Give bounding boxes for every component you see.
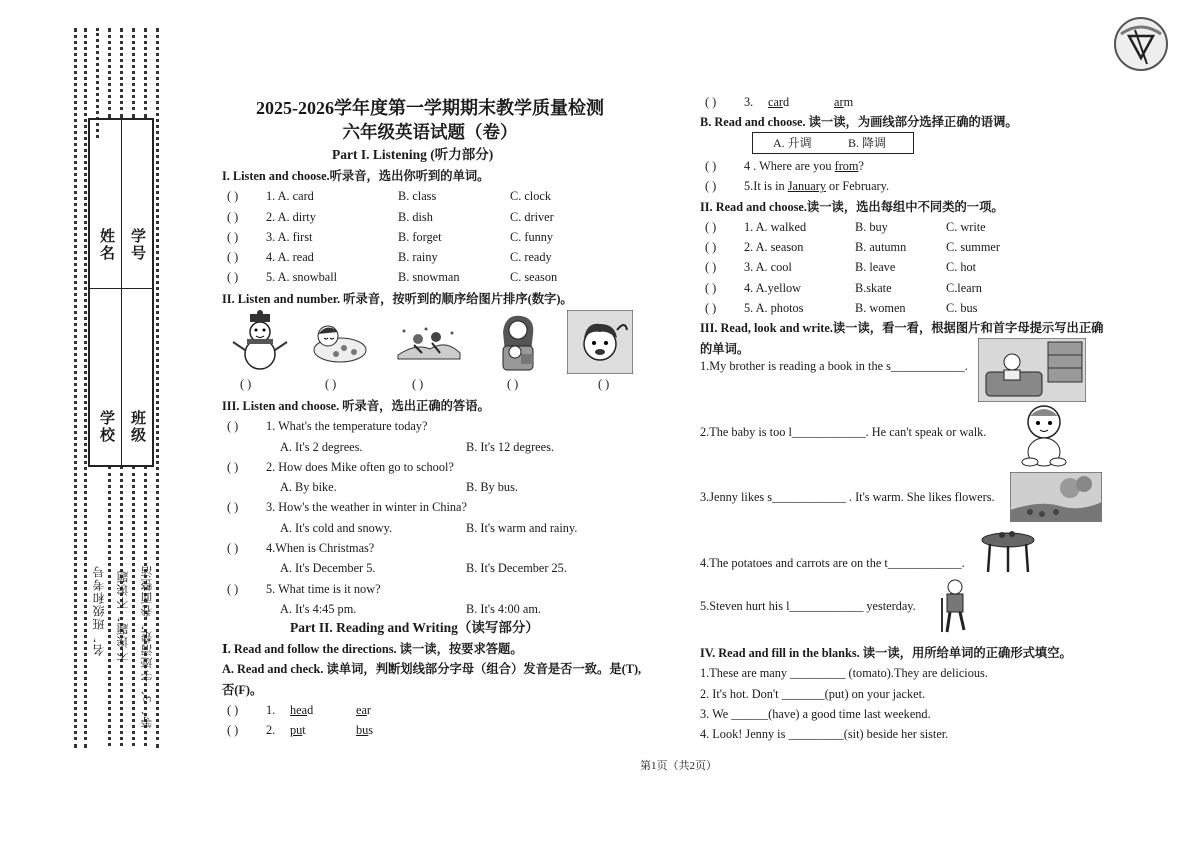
underlined-letters: bu — [356, 723, 369, 738]
question-row — [700, 257, 1120, 277]
option-a: 5. A. snowball — [266, 270, 338, 285]
answer-bracket[interactable]: ( ) — [227, 500, 239, 515]
question-row — [700, 92, 1120, 112]
answer-bracket[interactable]: ( ) — [227, 723, 239, 738]
fill-item: 1.My brother is reading a book in the s____________. — [700, 359, 968, 373]
fill-item: 4. Look! Jenny is _________(sit) beside her sister. — [700, 727, 949, 742]
answer-bracket[interactable]: ( ) — [227, 419, 239, 434]
question-text — [744, 176, 889, 196]
name-label: 姓名 — [98, 228, 114, 262]
option-b: B. autumn — [855, 240, 907, 255]
underlined-letters: pu — [290, 723, 303, 738]
answer-bracket[interactable]: ( ) — [227, 250, 239, 265]
question-number: 2. — [266, 723, 276, 738]
option-a: 2. A. season — [744, 240, 804, 255]
option-b: B. It's December 25. — [466, 561, 567, 576]
hot-boy-picture — [567, 310, 633, 374]
binding-dotted-line — [84, 28, 87, 748]
snowy-scene-picture — [396, 325, 462, 361]
question-row — [222, 538, 642, 558]
section-title: II. Listen and number. 听录音，按听到的顺序给图片排序(数字)。 — [222, 292, 573, 306]
question-row — [700, 237, 1120, 257]
option-a: A. It's December 5. — [280, 561, 376, 576]
answer-bracket[interactable]: ( ) — [705, 260, 717, 275]
fill-item: 3. We ______(have) a good time last weekend. — [700, 706, 931, 721]
option-a: 1. A. walked — [744, 219, 807, 234]
question-row — [222, 700, 652, 720]
question-number: 1. — [266, 702, 276, 717]
baby-picture — [1018, 402, 1070, 468]
answer-bracket[interactable]: ( ) — [705, 280, 717, 295]
part2-section-b-items — [700, 156, 1120, 359]
fill-item: 5.Steven hurt his l____________ yesterday. — [700, 599, 916, 613]
question-row — [222, 186, 642, 206]
answer-bracket[interactable]: ( ) — [227, 702, 239, 717]
option-b: B. dish — [398, 209, 433, 224]
answer-bracket[interactable]: ( ) — [227, 459, 239, 474]
answer-bracket[interactable]: ( ) — [705, 95, 717, 109]
option-c: C. bus — [946, 301, 978, 316]
picture-answer-bracket[interactable]: ( ) — [240, 377, 252, 391]
binding-dotted-line — [144, 28, 147, 118]
text-before: 4 . Where are you — [744, 159, 835, 173]
snowman-picture — [230, 310, 290, 372]
option-b: B. class — [398, 189, 437, 204]
question-row — [700, 176, 1120, 196]
section-title: B. Read and choose. 读一读，为画线部分选择正确的语调。 — [700, 115, 1018, 130]
word-2 — [356, 720, 373, 740]
fill-item: 4.The potatoes and carrots are on the t____________. — [700, 556, 965, 570]
option-c: C. summer — [946, 240, 1000, 255]
option-c: C. clock — [510, 189, 551, 204]
picture-answer-bracket[interactable]: ( ) — [325, 377, 337, 391]
option-falling: B. 降调 — [848, 136, 887, 150]
word-1 — [768, 92, 789, 112]
question-row — [222, 267, 642, 287]
word-rest: d — [307, 702, 314, 717]
part1-section3 — [222, 396, 642, 619]
question-row — [700, 156, 1120, 176]
text-after: or February. — [825, 179, 890, 194]
question-row — [700, 217, 1120, 237]
section-title: III. Read, look and write.读一读，看一看，根据图片和首字母提示写出正确 — [700, 321, 1104, 336]
exam-title: 2025-2026学年度第一学期期末教学质量检测 — [256, 98, 604, 118]
answer-options-row — [222, 558, 642, 578]
answer-bracket[interactable]: ( ) — [705, 159, 717, 173]
option-b: B. women — [855, 301, 906, 316]
word-1 — [290, 720, 306, 740]
question-text — [744, 156, 864, 176]
word-2 — [834, 92, 853, 112]
option-c: C. ready — [510, 250, 552, 265]
fill-item: 1.These are many _________ (tomato).They are delicious. — [700, 666, 988, 681]
word-rest: s — [368, 723, 374, 738]
option-a: 2. A. dirty — [266, 209, 316, 224]
table-picture — [980, 530, 1036, 574]
answer-bracket[interactable]: ( ) — [227, 189, 239, 204]
option-a: 1. A. card — [266, 189, 314, 204]
part1-heading: Part I. Listening (听力部分) — [332, 147, 494, 162]
option-a: A. It's 2 degrees. — [280, 439, 363, 454]
section-title: 否(F)。 — [222, 682, 263, 697]
binding-note: 等、3、字迹清楚，卷面整洁 — [140, 565, 154, 728]
question-row — [222, 416, 642, 436]
option-c: C. hot — [946, 260, 977, 275]
fill-item: 2. It's hot. Don't _______(put) on your jacket. — [700, 686, 926, 701]
option-c: C. driver — [510, 209, 554, 224]
option-c: C. season — [510, 270, 558, 285]
section-title: II. Read and choose.读一读，选出每组中不同类的一项。 — [700, 199, 1004, 214]
option-c: C. write — [946, 219, 986, 234]
option-b: B. It's 4:00 am. — [466, 601, 541, 616]
word-rest: d — [783, 95, 790, 109]
question-row — [222, 227, 642, 247]
option-b: B. forget — [398, 229, 442, 244]
option-a: 3. A. first — [266, 229, 313, 244]
section-title: IV. Read and fill in the blanks. 读一读，用所给单词的正确形式填空。 — [700, 646, 1072, 660]
part2-section4 — [700, 643, 1140, 744]
answer-bracket[interactable]: ( ) — [705, 219, 717, 234]
question-row — [700, 298, 1120, 318]
word-rest: r — [366, 702, 372, 717]
binding-dotted-line — [132, 28, 135, 118]
sleeping-child-picture — [310, 318, 368, 364]
answer-options-row — [222, 599, 642, 619]
option-a: 4. A.yellow — [744, 280, 802, 295]
option-a: A. It's 4:45 pm. — [280, 601, 357, 616]
underlined-letters: ar — [834, 95, 844, 109]
text-after: ? — [858, 159, 864, 173]
section-title: Ⅰ. Read and follow the directions. 读一读，按要求答题。 — [222, 642, 523, 656]
fill-item: 2.The baby is too l____________. He can't speak or walk. — [700, 425, 987, 439]
question-row — [222, 457, 642, 477]
question-number: 3. — [744, 95, 754, 109]
answer-options-row — [222, 437, 642, 457]
hurt-leg-picture — [938, 578, 972, 634]
option-a: 4. A. read — [266, 250, 314, 265]
option-a: A. By bike. — [280, 480, 337, 495]
binding-dotted-line — [74, 28, 77, 748]
publisher-logo — [1113, 16, 1169, 72]
underlined-letters: ea — [356, 702, 367, 717]
id-label: 学号 — [129, 228, 145, 262]
school-label: 学校 — [98, 410, 114, 444]
question-row — [222, 247, 642, 267]
question-text: 4.When is Christmas? — [266, 541, 375, 556]
option-a: A. It's cold and snowy. — [280, 520, 393, 535]
binding-dotted-line — [108, 466, 111, 746]
question-row — [222, 579, 642, 599]
binding-note: 名，班级和考号 — [92, 565, 106, 656]
word-rest: t — [302, 723, 306, 738]
question-text: 5. What time is it now? — [266, 581, 381, 596]
section-title: 的单词。 — [700, 341, 750, 356]
option-b: B.skate — [855, 280, 892, 295]
question-text: 2. How does Mike often go to school? — [266, 459, 454, 474]
answer-options-row — [222, 477, 642, 497]
answer-bracket[interactable]: ( ) — [705, 179, 717, 194]
intonation-options-box — [752, 132, 914, 154]
binding-dotted-line — [132, 466, 135, 746]
fill-item: 3.Jenny likes s____________ . It's warm. She likes flowers. — [700, 490, 995, 504]
text-before: 5.It is in — [744, 179, 788, 194]
section-title: A. Read and check. 读单词，判断划线部分字母（组合）发音是否一致。是(T), — [222, 662, 642, 677]
page-footer: 第1页（共2页） — [640, 760, 717, 772]
section-title: I. Listen and choose.听录音，选出你听到的单词。 — [222, 169, 490, 183]
question-text: 1. What's the temperature today? — [266, 419, 428, 434]
answer-bracket[interactable]: ( ) — [227, 541, 239, 556]
spring-flowers-picture — [1010, 472, 1102, 522]
binding-dotted-line — [108, 28, 111, 118]
sofa-reading-picture — [978, 338, 1086, 402]
question-row — [222, 720, 652, 740]
part2-heading: Part II. Reading and Writing（读写部分） — [290, 620, 539, 635]
binding-dotted-line — [156, 28, 159, 748]
option-b: B. It's 12 degrees. — [466, 439, 554, 454]
option-c: C. funny — [510, 229, 554, 244]
binding-note: 不诶题，不诶题 — [116, 570, 130, 661]
picture-answer-bracket[interactable]: ( ) — [412, 377, 424, 391]
option-b: B. By bus. — [466, 480, 518, 495]
word-2 — [356, 700, 371, 720]
answer-bracket[interactable]: ( ) — [705, 301, 717, 316]
answer-bracket[interactable]: ( ) — [227, 270, 239, 285]
question-row — [222, 497, 642, 517]
underlined-letters: hea — [290, 702, 308, 717]
exam-subtitle: 六年级英语试题（卷） — [342, 122, 518, 142]
part1-section1 — [222, 166, 642, 288]
question-text: 3. How's the weather in winter in China? — [266, 500, 467, 515]
picture-answer-bracket[interactable]: ( ) — [598, 377, 610, 391]
underlined-word: January — [787, 179, 826, 194]
option-rising: A. 升调 — [773, 136, 812, 150]
answer-bracket[interactable]: ( ) — [227, 209, 239, 224]
mother-child-picture — [493, 312, 543, 372]
underlined-letters: car — [768, 95, 784, 109]
answer-bracket[interactable]: ( ) — [227, 581, 239, 596]
part2-section1 — [222, 639, 652, 740]
option-b: B. leave — [855, 260, 896, 275]
word-1 — [290, 700, 313, 720]
picture-answer-bracket[interactable]: ( ) — [507, 377, 519, 391]
option-a: 3. A. cool — [744, 260, 792, 275]
option-c: C.learn — [946, 280, 982, 295]
option-b: B. rainy — [398, 250, 438, 265]
answer-bracket[interactable]: ( ) — [705, 240, 717, 255]
option-a: 5. A. photos — [744, 301, 804, 316]
option-b: B. It's warm and rainy. — [466, 520, 578, 535]
answer-bracket[interactable]: ( ) — [227, 229, 239, 244]
word-rest: m — [843, 95, 854, 109]
answer-options-row — [222, 518, 642, 538]
question-row — [222, 207, 642, 227]
class-label: 班级 — [129, 410, 145, 444]
underlined-word: from — [834, 159, 859, 173]
question-row — [700, 278, 1120, 298]
binding-dotted-line — [120, 28, 123, 118]
option-b: B. snowman — [398, 270, 460, 285]
section-title: III. Listen and choose. 听录音，选出正确的答语。 — [222, 399, 490, 413]
option-b: B. buy — [855, 219, 888, 234]
part2-right-top — [700, 92, 1120, 133]
